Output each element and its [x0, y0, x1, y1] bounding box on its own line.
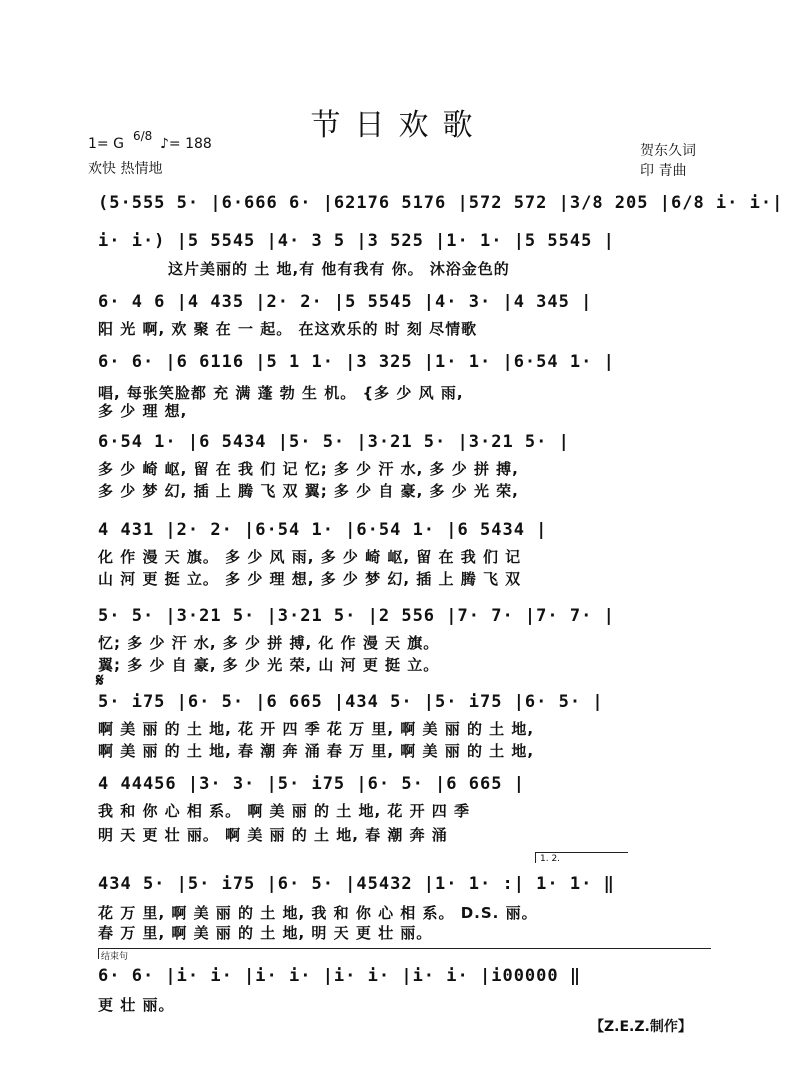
ending-label: 结束句	[101, 952, 129, 962]
score-line-6-lyrics-verse-1: 化 作 漫 天 旗。 多 少 风 雨, 多 少 崎 岖, 留 在 我 们 记	[98, 548, 522, 566]
score-line-9-lyrics-verse-1: 我 和 你 心 相 系。 啊 美 丽 的 土 地, 花 开 四 季	[98, 802, 471, 820]
score-line-7-notes: 5· 5· |3·21 5· |3·21 5· |2 556 |7· 7· |7· 7· |	[98, 606, 615, 626]
tempo-marking: ♪= 188	[160, 136, 212, 152]
score-line-3-notes: 6· 4 6 |4 435 |2· 2· |5 5545 |4· 3· |4 345 |	[98, 292, 593, 312]
score-line-4-lyrics-verse-2: 多 少 理 想,	[98, 402, 188, 420]
score-line-4-lyrics-verse-1: 唱, 每张笑脸都 充 满 蓬 勃 生 机。 {多 少 风 雨,	[98, 384, 464, 402]
segno-sign: 𝄋	[96, 670, 104, 691]
score-line-9-lyrics-verse-2: 明 天 更 壮 丽。 啊 美 丽 的 土 地, 春 潮 奔 涌	[98, 826, 448, 844]
score-line-2-lyrics: 这片美丽的 土 地,有 他有我有 你。 沐浴金色的	[168, 260, 510, 278]
score-line-9-notes: 4 44456 |3· 3· |5· i75 |6· 5· |6 665 |	[98, 774, 525, 794]
score-line-10-notes: 434 5· |5· i75 |6· 5· |45432 |1· 1· :| 1· 1· ‖	[98, 874, 615, 894]
score-line-1-notes: (5·555 5· |6·666 6· |62176 5176 |572 572 |3/8 205 |6/8 i· i·|	[98, 193, 784, 213]
score-line-6-lyrics-verse-2: 山 河 更 挺 立。 多 少 理 想, 多 少 梦 幻, 插 上 腾 飞 双	[98, 570, 522, 588]
score-line-11-notes: 6· 6· |i· i· |i· i· |i· i· |i· i· |i00000 ‖	[98, 966, 582, 986]
score-line-2-notes: i· i·) |5 5545 |4· 3 5 |3 525 |1· 1· |5 5545 |	[98, 231, 615, 251]
score-line-5-notes: 6·54 1· |6 5434 |5· 5· |3·21 5· |3·21 5· |	[98, 432, 570, 452]
score-line-7-lyrics-verse-2: 翼; 多 少 自 豪, 多 少 光 荣, 山 河 更 挺 立。	[98, 656, 440, 674]
score-line-8-lyrics-verse-2: 啊 美 丽 的 土 地, 春 潮 奔 涌 春 万 里, 啊 美 丽 的 土 地,	[98, 742, 535, 760]
score-line-11-lyrics: 更 壮 丽。	[98, 996, 175, 1014]
score-line-8-lyrics-verse-1: 啊 美 丽 的 土 地, 花 开 四 季 花 万 里, 啊 美 丽 的 土 地,	[98, 720, 535, 738]
score-line-5-lyrics-verse-1: 多 少 崎 岖, 留 在 我 们 记 忆; 多 少 汗 水, 多 少 拼 搏,	[98, 460, 519, 478]
score-line-6-notes: 4 431 |2· 2· |6·54 1· |6·54 1· |6 5434 |	[98, 520, 548, 540]
ending-bracket	[98, 948, 711, 959]
expression-marking: 欢快 热情地	[88, 161, 163, 177]
song-title: 节日欢歌	[310, 108, 487, 143]
score-line-4-notes: 6· 6· |6 6116 |5 1 1· |3 325 |1· 1· |6·54 1· |	[98, 352, 615, 372]
score-line-5-lyrics-verse-2: 多 少 梦 幻, 插 上 腾 飞 双 翼; 多 少 自 豪, 多 少 光 荣,	[98, 482, 519, 500]
volta-label: 1. 2.	[540, 854, 561, 864]
lyricist-credit: 贺东久词	[640, 143, 696, 159]
score-line-10-lyrics-verse-2: 春 万 里, 啊 美 丽 的 土 地, 明 天 更 壮 丽。	[98, 924, 433, 942]
composer-credit: 印 青曲	[640, 163, 687, 179]
production-credit: 【Z.E.Z.制作】	[590, 1019, 692, 1035]
score-line-10-lyrics-verse-1: 花 万 里, 啊 美 丽 的 土 地, 我 和 你 心 相 系。 D.S. 丽。	[98, 904, 538, 922]
time-signature: 6/8	[133, 129, 153, 143]
score-line-8-notes: 5· i75 |6· 5· |6 665 |434 5· |5· i75 |6· 5· |	[98, 692, 604, 712]
score-line-7-lyrics-verse-1: 忆; 多 少 汗 水, 多 少 拼 搏, 化 作 漫 天 旗。	[98, 634, 440, 652]
score-line-3-lyrics: 阳 光 啊, 欢 聚 在 一 起。 在这欢乐的 时 刻 尽情歌	[98, 320, 478, 338]
key-signature: 1= G	[88, 136, 124, 152]
